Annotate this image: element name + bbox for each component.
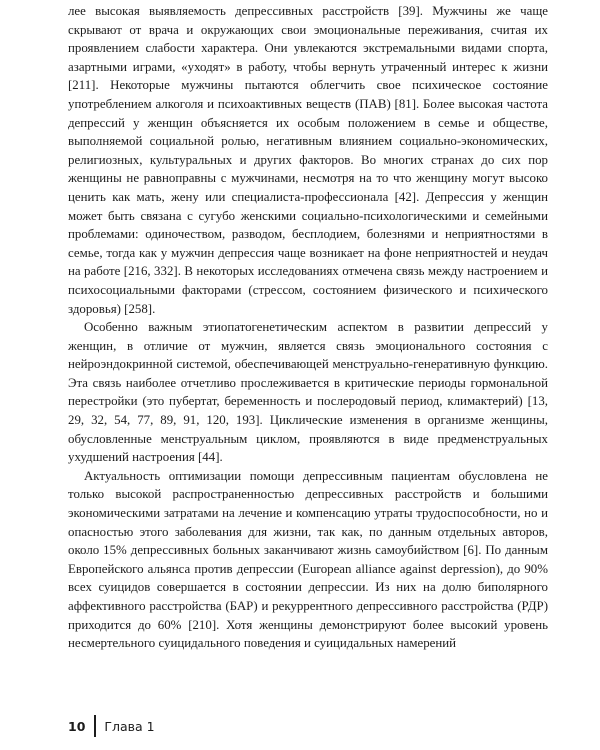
page-footer [68,714,155,738]
page-body [68,0,548,653]
body-paragraph-1: лее высокая выявляемость депрессивных расстройств [39]. Мужчины же чаще скрывают от врача и окружающих свои эмоциональные переживания, считая их проявлением слабости характера. Они увлекаются экстремальными видами спорта, азартными играми, «уходят» в работу, чтобы вернуть утраченный интерес к жизни [211]. Некоторые мужчины пытаются облегчить свое психическое состояние употреблением алкоголя и психоактивных веществ (ПАВ) [81]. Более высокая частота депрессий у женщин объясняется их особым положением в семье и обществе, выполняемой социальной ролью, негативным влиянием социально-экономических, религиозных, культуральных и других факторов. Во многих странах до сих пор женщины не равноправны с мужчинами, несмотря на то что женщину могут высоко ценить как мать, жену или специалиста-профессионала [42]. Депрессия у женщин может быть связана с сугубо женскими социально-психологическими и семейными проблемами: одиночеством, разводом, бесплодием, болезнями и неприятностями в семье, тогда как у мужчин депрессия чаще возникает на фоне неприятностей и неудач на работе [216, 332]. В некоторых исследованиях отмечена связь между настроением и психосоциальными факторами (стрессом, состоянием физического и психического здоровья) [258]. [68,4,548,316]
body-paragraph-3: Актуальность оптимизации помощи депрессивным пациентам обусловлена не только высокой распространенностью депрессивных расстройств и большими экономическими затратами на лечение и компенсацию утраты трудоспособности, но и опасностью этого заболевания для жизни, так как, по данным отдельных авторов, около 15% депрессивных больных заканчивают жизнь самоубийством [6]. По данным Европейского альянса против депрессии (European alliance against depression), до 90% всех суицидов совершается в состоянии депрессии. Из них на долю биполярного аффективного расстройства (БАР) и рекуррентного депрессивного расстройства (РДР) приходится до 60% [210]. Хотя женщины демонстрируют более высокий уровень несмертельного суицидального поведения и суицидальных намерений [68,468,548,651]
footer-divider [94,715,96,737]
chapter-label: Глава 1 [104,718,155,734]
page-number: 10 [68,718,86,734]
body-paragraph-2: Особенно важным этиопатогенетическим аспектом в развитии депрессий у женщин, в отличие от мужчин, является связь эмоционального состояния с нейроэндокринной системой, обеспечивающей менструально-генеративную функцию. Эта связь наиболее отчетливо прослеживается в критические периоды гормональной перестройки (это пубертат, беременность и послеродовый период, климактерий) [13, 29, 32, 54, 77, 89, 91, 120, 193]. Циклические изменения в организме женщины, обусловленные менструальным циклом, проявляются в виде предменструальных ухудшений настроения [44]. [68,320,548,465]
